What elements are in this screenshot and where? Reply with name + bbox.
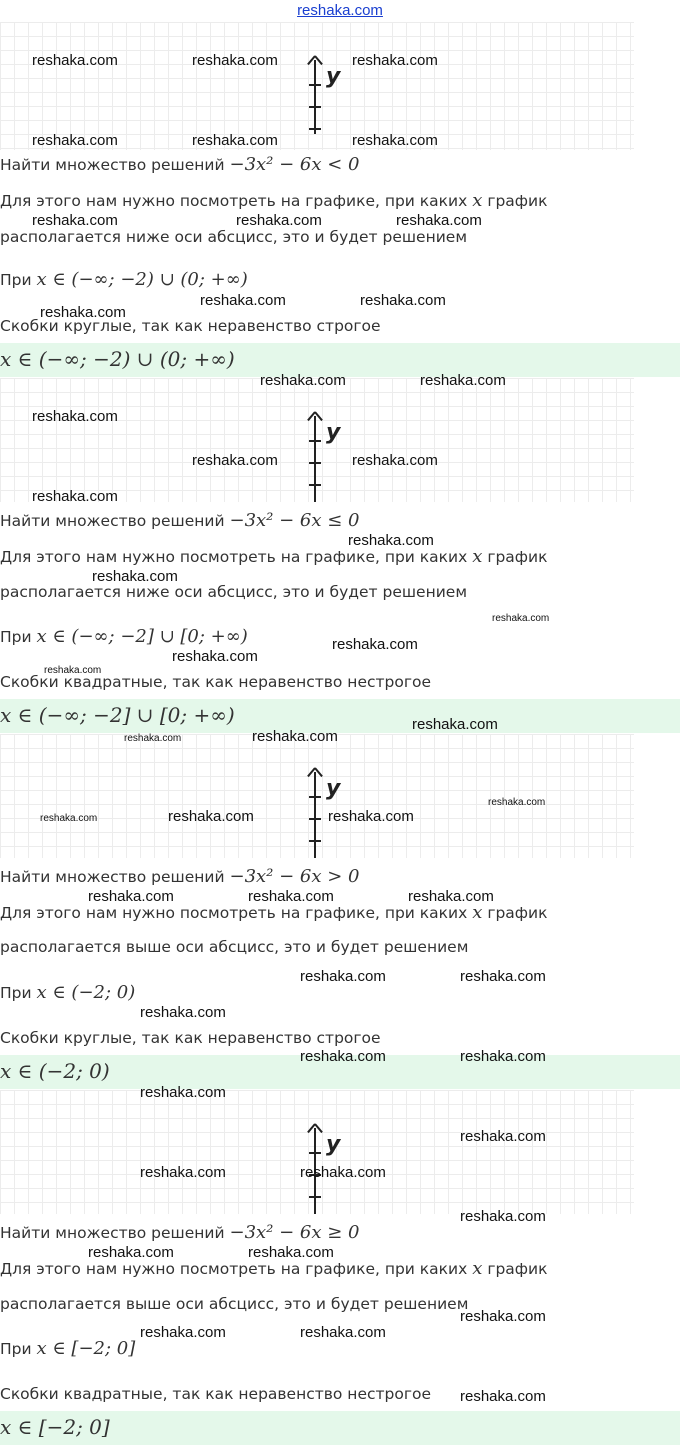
note-line-1: Скобки круглые, так как неравенство строгое — [0, 317, 381, 335]
answer-text-2: x ∈ (−∞; −2] ∪ [0; +∞) — [0, 703, 235, 727]
watermark: reshaka.com — [488, 797, 546, 808]
watermark: reshaka.com — [460, 1388, 546, 1405]
explain-line-2: располагается ниже оси абсцисс, это и будет решением — [0, 228, 468, 246]
watermark: reshaka.com — [300, 1324, 386, 1341]
explain-line-8: располагается выше оси абсцисс, это и будет решением — [0, 1295, 469, 1313]
watermark: reshaka.com — [140, 1164, 226, 1181]
watermark: reshaka.com — [32, 408, 118, 425]
task-line-2: Найти множество решений −3x² − 6x ≤ 0 — [0, 510, 360, 531]
watermark: reshaka.com — [40, 304, 126, 321]
watermark: reshaka.com — [200, 292, 286, 309]
explain-line-1: Для этого нам нужно посмотреть на графике, при каких x график — [0, 190, 548, 211]
note-line-2: Скобки квадратные, так как неравенство нестрогое — [0, 673, 432, 691]
y-axis-3 — [300, 766, 341, 858]
watermark: reshaka.com — [352, 52, 438, 69]
watermark: reshaka.com — [420, 372, 506, 389]
watermark: reshaka.com — [300, 968, 386, 985]
watermark: reshaka.com — [140, 1084, 226, 1101]
explain-line-5: Для этого нам нужно посмотреть на графике, при каких x график — [0, 902, 548, 923]
y-axis-label: y — [326, 420, 341, 445]
watermark: reshaka.com — [332, 636, 418, 653]
watermark: reshaka.com — [248, 1244, 334, 1261]
watermark: reshaka.com — [92, 568, 178, 585]
watermark: reshaka.com — [460, 1048, 546, 1065]
watermark: reshaka.com — [460, 1308, 546, 1325]
watermark: reshaka.com — [192, 52, 278, 69]
note-line-4: Скобки квадратные, так как неравенство нестрогое — [0, 1385, 432, 1403]
y-axis-label: y — [326, 1132, 341, 1157]
watermark: reshaka.com — [32, 132, 118, 149]
at-line-3: При x ∈ (−2; 0) — [0, 982, 136, 1003]
site-link[interactable]: reshaka.com — [297, 2, 383, 19]
y-axis-2 — [300, 410, 341, 502]
watermark: reshaka.com — [32, 488, 118, 505]
answer-text-4: x ∈ [−2; 0] — [0, 1415, 110, 1439]
watermark: reshaka.com — [396, 212, 482, 229]
watermark: reshaka.com — [460, 1208, 546, 1225]
watermark: reshaka.com — [88, 888, 174, 905]
explain-line-7: Для этого нам нужно посмотреть на графике, при каких x график — [0, 1258, 548, 1279]
watermark: reshaka.com — [168, 808, 254, 825]
at-line-1: При x ∈ (−∞; −2) ∪ (0; +∞) — [0, 269, 248, 290]
watermark: reshaka.com — [252, 728, 338, 745]
watermark: reshaka.com — [32, 212, 118, 229]
task-line-1: Найти множество решений −3x² − 6x < 0 — [0, 154, 360, 175]
y-axis-1 — [300, 54, 341, 134]
watermark: reshaka.com — [140, 1324, 226, 1341]
watermark: reshaka.com — [460, 1128, 546, 1145]
answer-text-3: x ∈ (−2; 0) — [0, 1059, 110, 1083]
explain-line-6: располагается выше оси абсцисс, это и будет решением — [0, 938, 469, 956]
watermark: reshaka.com — [460, 968, 546, 985]
at-line-4: При x ∈ [−2; 0] — [0, 1338, 136, 1359]
watermark: reshaka.com — [248, 888, 334, 905]
watermark: reshaka.com — [44, 665, 102, 676]
watermark: reshaka.com — [412, 716, 498, 733]
y-axis-label: y — [326, 64, 341, 89]
watermark: reshaka.com — [236, 212, 322, 229]
watermark: reshaka.com — [32, 52, 118, 69]
explain-line-3: Для этого нам нужно посмотреть на графике, при каких x график — [0, 546, 548, 567]
answer-box-2 — [0, 699, 680, 733]
watermark: reshaka.com — [192, 132, 278, 149]
watermark: reshaka.com — [408, 888, 494, 905]
watermark: reshaka.com — [492, 613, 550, 624]
watermark: reshaka.com — [260, 372, 346, 389]
watermark: reshaka.com — [352, 452, 438, 469]
watermark: reshaka.com — [88, 1244, 174, 1261]
watermark: reshaka.com — [40, 813, 98, 824]
watermark: reshaka.com — [352, 132, 438, 149]
watermark: reshaka.com — [328, 808, 414, 825]
answer-box-4 — [0, 1411, 680, 1445]
task-line-4: Найти множество решений −3x² − 6x ≥ 0 — [0, 1222, 360, 1243]
note-line-3: Скобки круглые, так как неравенство строгое — [0, 1029, 381, 1047]
watermark: reshaka.com — [300, 1164, 386, 1181]
watermark: reshaka.com — [360, 292, 446, 309]
explain-line-4: располагается ниже оси абсцисс, это и будет решением — [0, 583, 468, 601]
task-line-3: Найти множество решений −3x² − 6x > 0 — [0, 866, 360, 887]
watermark: reshaka.com — [300, 1048, 386, 1065]
watermark: reshaka.com — [140, 1004, 226, 1021]
at-line-2: При x ∈ (−∞; −2] ∪ [0; +∞) — [0, 626, 248, 647]
y-axis-label: y — [326, 776, 341, 801]
watermark: reshaka.com — [172, 648, 258, 665]
answer-text-1: x ∈ (−∞; −2) ∪ (0; +∞) — [0, 347, 235, 371]
watermark: reshaka.com — [348, 532, 434, 549]
watermark: reshaka.com — [124, 733, 182, 744]
watermark: reshaka.com — [192, 452, 278, 469]
